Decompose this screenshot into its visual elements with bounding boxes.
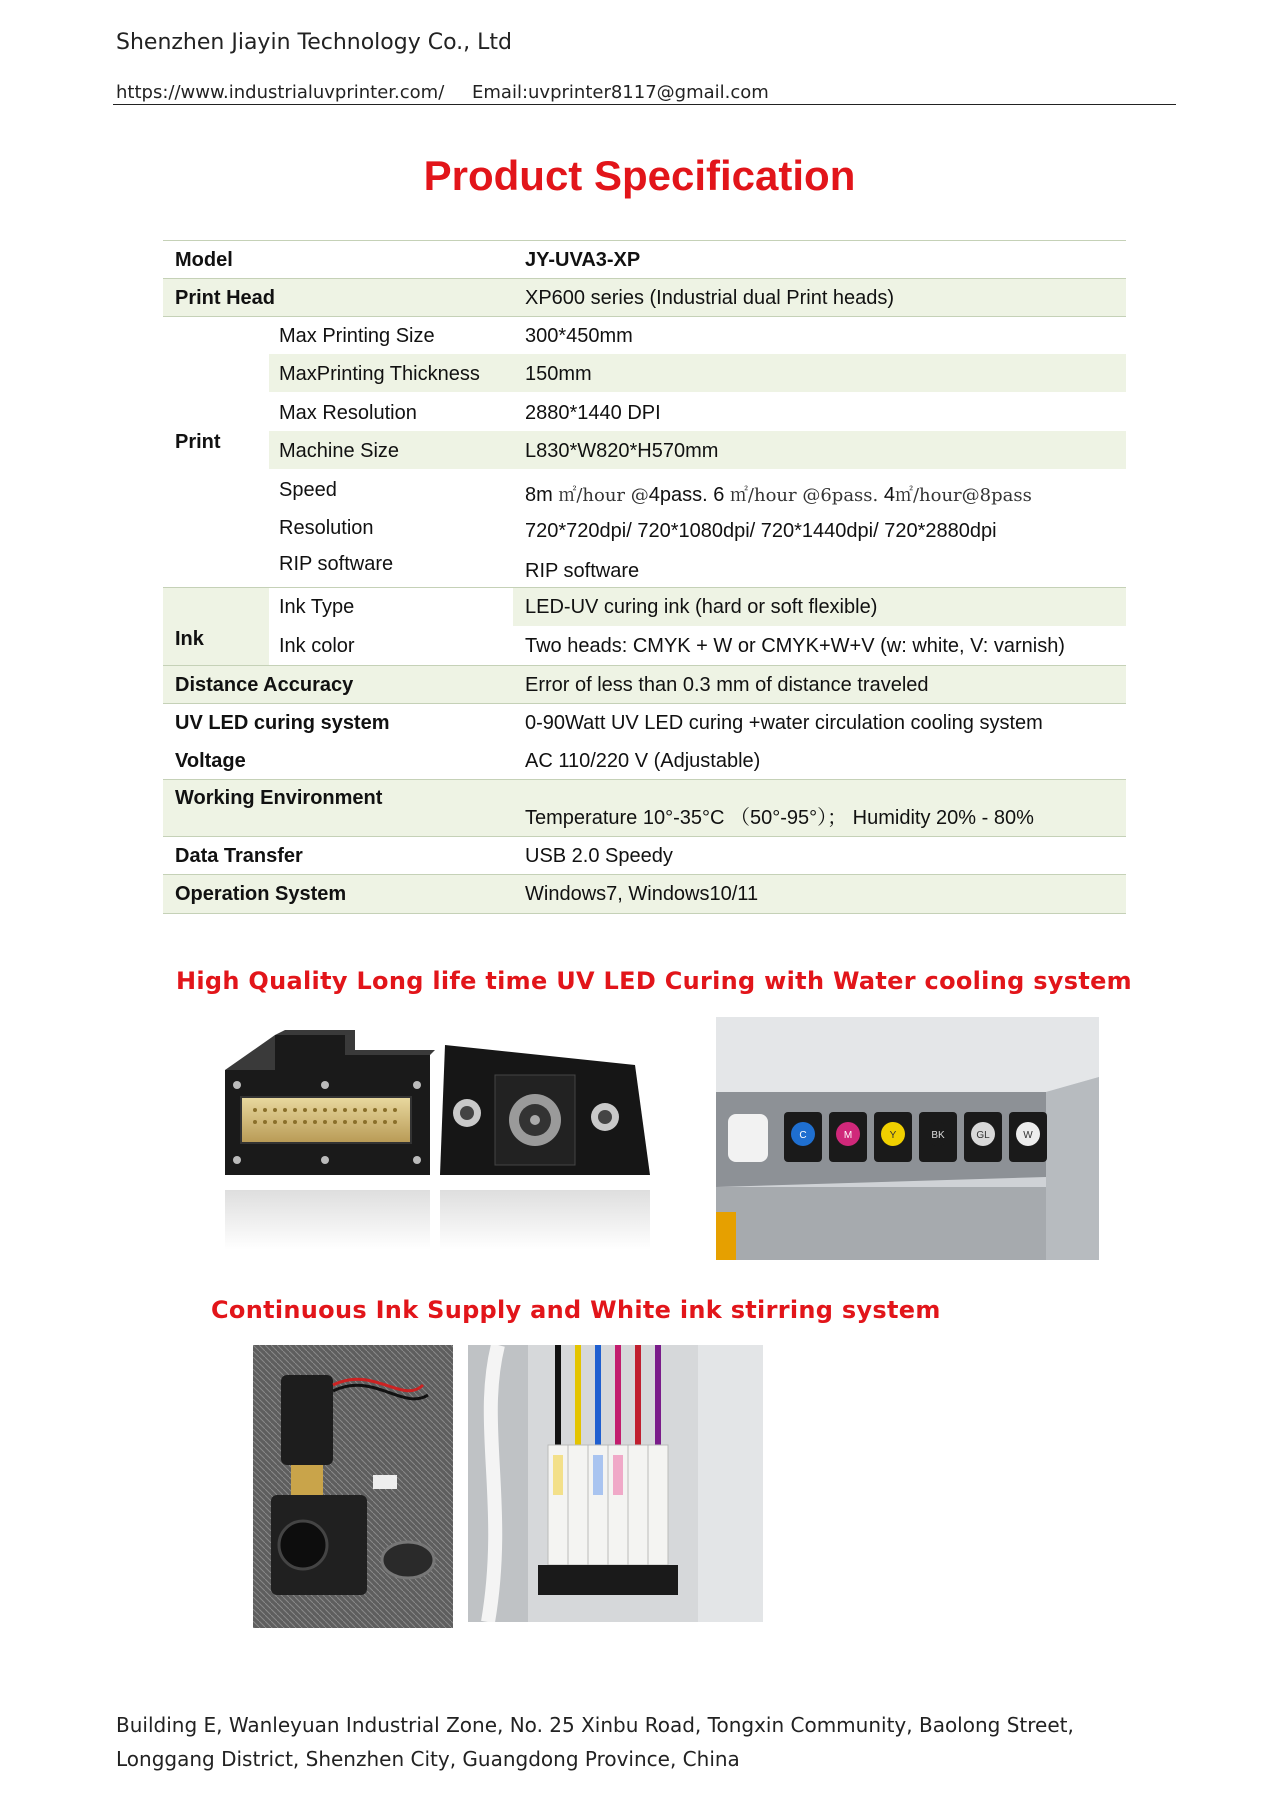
spec-value: L830*W820*H570mm	[525, 440, 719, 462]
header-divider	[113, 104, 1176, 105]
spec-group-ink	[163, 587, 1126, 665]
continuous-ink-supply-photo	[468, 1345, 763, 1622]
section-title-curing: High Quality Long life time UV LED Curing with Water cooling system	[176, 967, 1132, 995]
spec-sublabel: Ink Type	[279, 596, 355, 618]
stirring-motor-drawing	[253, 1345, 453, 1628]
spec-sublabel: RIP software	[279, 553, 394, 575]
spec-row-os	[163, 874, 1126, 914]
spec-sublabel: Machine Size	[279, 440, 400, 462]
cap-label-bk: BK	[931, 1130, 945, 1141]
spec-label: Model	[175, 249, 233, 271]
spec-label: Print Head	[175, 287, 276, 309]
cap-label-w: W	[1023, 1130, 1033, 1141]
spec-row-uv-voltage	[163, 703, 1126, 779]
spec-value: JY-UVA3-XP	[525, 249, 641, 271]
footer-address: Building E, Wanleyuan Industrial Zone, No. 25 Xinbu Road, Tongxin Community, Baolong Street, Longgang District, Shenzhen City, Guangdong Province, China	[116, 1713, 1074, 1771]
ink-tank-drawing	[716, 1017, 1099, 1260]
spec-label: Data Transfer	[175, 845, 303, 867]
spec-value: Temperature 10°-35°C （50°-95°）； Humidity 20% - 80%	[525, 807, 1034, 829]
ink-tank-caps-photo	[716, 1017, 1099, 1260]
spec-value: LED-UV curing ink (hard or soft flexible)	[525, 596, 878, 618]
valrow-shade	[513, 354, 1126, 392]
spec-value: 2880*1440 DPI	[525, 402, 661, 424]
spec-label: UV LED curing system	[175, 712, 390, 734]
spec-label: Working Environment	[175, 787, 383, 809]
spec-sublabel: Max Resolution	[279, 402, 417, 424]
spec-value: Windows7, Windows10/11	[525, 883, 759, 905]
email-text: Email:uvprinter8117@gmail.com	[472, 82, 769, 103]
spec-value: 150mm	[525, 363, 592, 385]
spec-label: Operation System	[175, 883, 347, 905]
spec-value: 720*720dpi/ 720*1080dpi/ 720*1440dpi/ 720*2880dpi	[525, 520, 997, 542]
spec-value: RIP software	[525, 560, 640, 582]
cap-label-y: Y	[889, 1130, 897, 1141]
spec-row-distance	[163, 665, 1126, 703]
spec-value: Two heads: CMYK + W or CMYK+W+V (w: white, V: varnish)	[525, 635, 1065, 657]
spec-value: Error of less than 0.3 mm of distance traveled	[525, 674, 929, 696]
spec-sublabel: Speed	[279, 479, 337, 501]
spec-row-model	[163, 240, 1126, 278]
white-ink-stirring-photo	[253, 1345, 453, 1628]
spec-sublabel: Max Printing Size	[279, 325, 435, 347]
spec-group-label: Ink	[175, 628, 204, 650]
uv-led-lamp-drawing	[205, 1025, 660, 1269]
uv-led-lamp-photo	[205, 1025, 660, 1269]
spec-sublabel: MaxPrinting Thickness	[279, 363, 480, 385]
cap-label-m: M	[843, 1130, 853, 1141]
spec-group-print	[163, 316, 1126, 587]
spec-row-data-transfer	[163, 836, 1126, 874]
spec-label: Voltage	[175, 750, 246, 772]
cap-label-gl: GL	[976, 1130, 990, 1141]
page-title: Product Specification	[423, 152, 856, 199]
ink-supply-drawing	[468, 1345, 763, 1622]
spec-row-print-head	[163, 278, 1126, 316]
company-name: Shenzhen Jiayin Technology Co., Ltd	[116, 30, 512, 55]
spec-value: USB 2.0 Speedy	[525, 845, 673, 867]
spec-row-environment	[163, 779, 1126, 836]
spec-value: 0-90Watt UV LED curing +water circulation cooling system	[525, 712, 1043, 734]
spec-value: AC 110/220 V (Adjustable)	[525, 750, 761, 772]
spec-value: XP600 series (Industrial dual Print heads)	[525, 287, 895, 309]
spec-value: 300*450mm	[525, 325, 633, 347]
spec-label: Distance Accuracy	[175, 674, 354, 696]
contact-line	[116, 82, 769, 103]
section-title-ink-supply: Continuous Ink Supply and White ink stirring system	[211, 1296, 941, 1324]
spec-group-label: Print	[175, 431, 221, 453]
spec-sublabel: Resolution	[279, 517, 374, 539]
spec-sublabel: Ink color	[279, 635, 355, 657]
spec-value-speed: 8m ㎡/hour @4pass. 6 ㎡/hour @6pass. 4㎡/hour@8pass	[525, 484, 1032, 506]
website-link[interactable]: https://www.industrialuvprinter.com/	[116, 82, 445, 103]
ink-label-shade	[163, 588, 269, 665]
cap-label-c: C	[799, 1130, 807, 1141]
